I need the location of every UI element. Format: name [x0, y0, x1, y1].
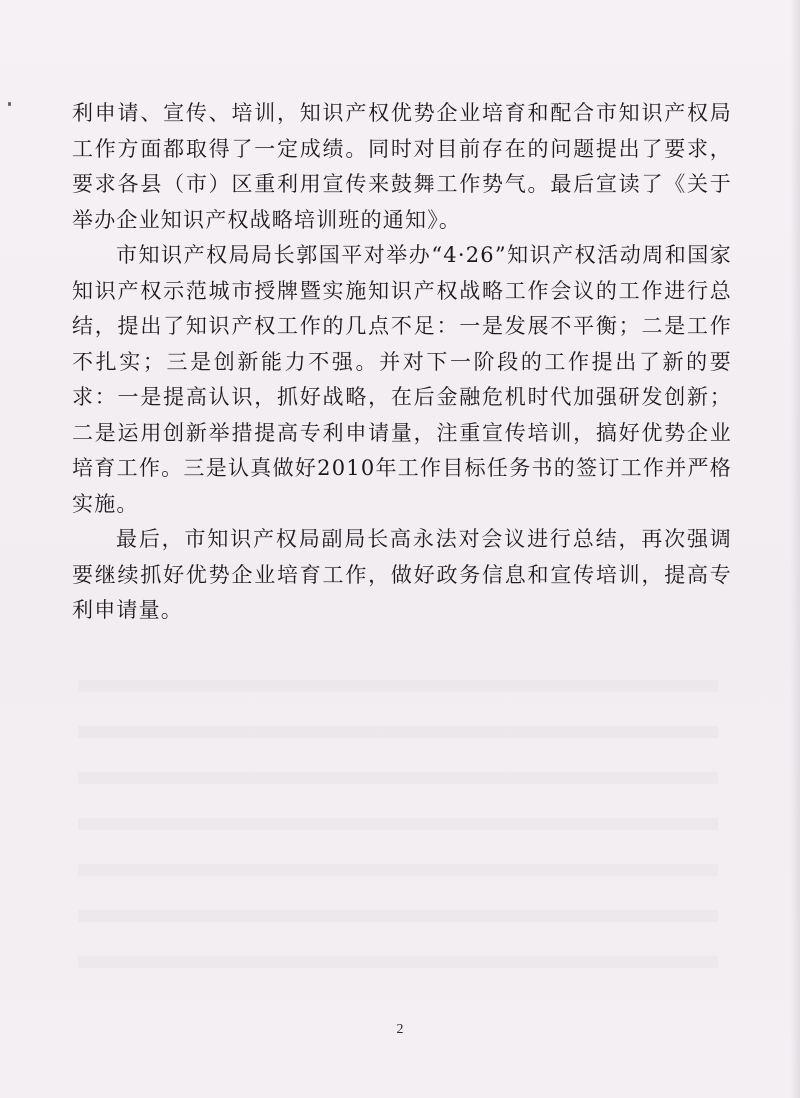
paragraph-2: 市知识产权局局长郭国平对举办“4·26”知识产权活动周和国家知识产权示范城市授牌暨实施知识产权战略工作会议的工作进行总结，提出了知识产权工作的几点不足：一是发展不平衡；二是工作不扎实；三是创新能力不强。并对下一阶段的工作提出了新的要求：一是提高认识，抓好战略，在后金融危机时代加强研发创新；二是运用创新举措提高专利申请量，注重宣传培训，搞好优势企业培育工作。三是认真做好2010年工作目标任务书的签订工作并严格实施。 — [72, 243, 732, 516]
paragraph-3: 最后，市知识产权局副局长高永法对会议进行总结，再次强调要继续抓好优势企业培育工作，做好政务信息和宣传培训，提高专利申请量。 — [72, 527, 732, 622]
paragraph-1: 利申请、宣传、培训，知识产权优势企业培育和配合市知识产权局工作方面都取得了一定成绩。同时对目前存在的问题提出了要求，要求各县（市）区重利用宣传来鼓舞工作势气。最后宣读了《关于举办企业知识产权战略培训班的通知》。 — [72, 101, 732, 232]
page-number: 2 — [396, 1022, 404, 1037]
page-edge-shadow — [790, 0, 800, 1098]
document-body — [72, 96, 732, 629]
scan-speck — [8, 102, 11, 106]
show-through-text — [78, 662, 718, 992]
